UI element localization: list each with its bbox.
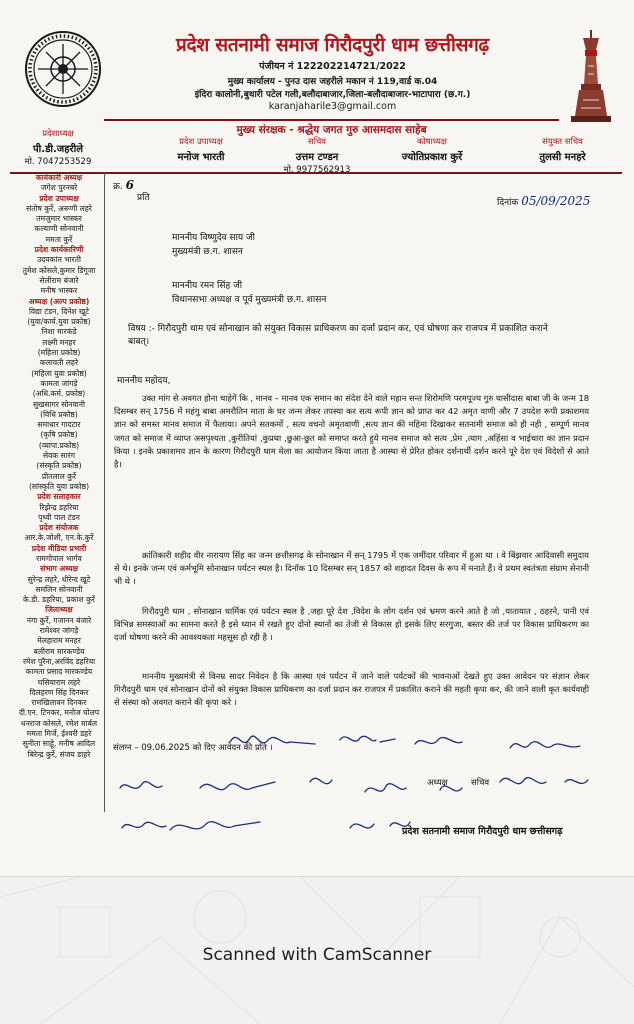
sidebar-line: दी.एन. टिनकर, मनोज घोलप (18, 708, 100, 718)
sidebar-line: (व्यापा.प्रकोष्ठ) (38, 440, 80, 450)
body-paragraph-4: माननीय मुख्यमंत्री से विनम्र सादर निवेदन है कि आस्था एवं पर्यटन में जाने वाले पर्यटकों की भावनाओं देखते हुए उक्त आवेदन पर संज्ञान लेकर गिरौदपुरी धाम एवं सोनाखान दोनों को संयुक्त विकास प्राधिकरण का दर्जा प्रदान कर राजपत्र में प्रकाशित कराने की महती कृपा कर, की जाने वाली कृत कार्यवाही से संस्था को अवगत कराने की कृपा करे । (114, 671, 589, 708)
sidebar-line: (महिला प्रकोष्ठ) (37, 348, 81, 358)
office-address-line1: मुख्य कार्यालय - पुनउ दास जहरीले मकान नं 119,वार्ड क.04 (227, 77, 438, 87)
sidebar-line: मनीष भास्कर (40, 286, 78, 296)
sidebar-line: बलीराम मारकण्डेय (33, 646, 85, 656)
sidebar-line: संतोष कुर्रे, अरूणी लहरे (26, 203, 92, 213)
sidebar-divider (104, 172, 105, 812)
signature-14 (350, 824, 374, 828)
office-address-line2: इंदिरा कालोनी,बुधारी पटेल गली,बलौदाबाजार,जिला-बलौदाबाजार-भाटापारा (छ.ग.) (194, 90, 471, 100)
sidebar-line: कल्याणी सोनवानी (34, 224, 84, 234)
sidebar-line: प्रदेश उपाध्यक्ष (39, 193, 79, 203)
sidebar-line: समाधार गादटार (37, 420, 81, 430)
role-secretary-label: सचिव (471, 778, 490, 788)
organization-stamp-text: प्रदेश सतनामी समाज गिरौदपुरी धाम छत्तीसगढ़ (402, 826, 563, 837)
sidebar-line: निशा मारकंडे (41, 327, 77, 337)
date-label: दिनांक (497, 198, 519, 208)
body-paragraph-3: गिरौदपुरी धाम , सोनाखान धार्मिक एवं पर्यटन स्थल है ,जहा पूरे देश ,विदेश के लोग दर्शन एवं भ्रमण करने आते है जो ,यातायात , ठहरने, पानी एवं विभिन्न समस्याओं का सामना करते है इसे ध्यान में रखते हुए दोनो स्थानों का तेजी से विकास हो इसके लिए सरगुजा, बस्तर की तर्ज पर विकास प्राधिकरण का दर्जा घोषणा करने की आवश्यकता महसूस हो रही है । (114, 606, 589, 643)
sidebar-line: (महिला युवा प्रकोष्ठ) (31, 368, 87, 378)
officer-vice-president (146, 136, 256, 163)
officer-title: कोषाध्यक्ष (416, 137, 448, 147)
sidebar-line: घसियाराम लहरे (37, 677, 81, 687)
signature-13 (170, 822, 260, 830)
sidebar-line: तुमेश कोसले,कुमार डिगूजा (22, 265, 96, 275)
sidebar-line: ममता कुर्रे (45, 234, 73, 244)
letter-date (497, 194, 590, 208)
sidebar-line: कामता प्रसाद मारकण्डेय (25, 667, 93, 677)
officer-name: मनोज भारती (177, 152, 225, 163)
sidebar-line: लक्ष्मी मनहर (42, 337, 76, 347)
sidebar-line: के.डी. डहरिया, प्रकाश कुर्रे (22, 595, 96, 605)
signature-6 (200, 782, 275, 790)
recipient2-name: माननीय रमन सिंह जी (172, 281, 243, 291)
sidebar-line: ममता मिर्जे, ईश्वरी डहरे (26, 729, 92, 739)
signature-11 (565, 780, 588, 784)
subject-line (128, 323, 558, 349)
sidebar-line: दिलहरण सिंह दिनकर (29, 687, 89, 697)
sidebar-line: कामता जांगड़े (40, 378, 78, 388)
signature-5 (120, 782, 162, 789)
sidebar-line: आर.के.जोशी, एन.के.कुर्रे (24, 533, 94, 543)
sidebar-line: (सांस्कृति युवा प्रकोष्ठ) (28, 481, 90, 491)
sidebar-line: तमजुमार भास्कर (36, 214, 82, 224)
officer-title: प्रदेशाध्यक्ष (42, 129, 74, 139)
sidebar-line: धनराज कोसले, रमेश मार्बल (20, 718, 98, 728)
sidebar-line: बिरेन्द्र कुर्रे, संजय डाहरे (27, 749, 91, 759)
header-divider (104, 119, 559, 121)
society-seal-logo (24, 30, 102, 108)
sidebar-line: (विधि प्रकोष्ठ) (40, 409, 78, 419)
sidebar-line: सेलीराम बंजारे (39, 275, 79, 285)
signature-8 (365, 784, 406, 792)
scanned-with-camscanner-label: Scanned with CamScanner (202, 945, 432, 965)
enclosure-note: संलग्न – 09.06.2025 को दिए आवेदन की प्रति । (113, 743, 273, 753)
officer-title: सचिव (307, 137, 327, 147)
recipient1-name: माननीय विष्णुदेव साय जी (172, 233, 256, 243)
sidebar-line: रमेश पुरैना,अरविंद डहरिया (22, 656, 96, 666)
signature-3 (415, 737, 462, 744)
sidebar-line: कार्यकारी अध्यक्ष (35, 173, 83, 182)
organization-title: प्रदेश सतनामी समाज गिरौदपुरी धाम छत्तीसगढ़ (176, 34, 489, 56)
body-paragraph-1: उक्त मांग से अवगत होना चाहेगें कि , मानव – मानव एक समान का संदेश देने वाले महान सन्त शिरोमणि परमपूज्य गुरु घासीदास बाबा जी के जन्म 18 दिसम्बर सन् 1756 में महंगु बाबा अमरौतिन माता के घर जन्म लेकर तपस्या कर सत्य रूपी ज्ञान को प्राप्त कर 42 अमृत वाणी और 7 उपदेश रूपी प्रकाशमय ज्ञान को समस्त मानव समाज में फैलाया। अपने सतकर्मो , सत्य वचनो अमृतवाणी ,सत्य ज्ञान की महिमा दिखाकर सतनामी समाज को ही नही , सम्पूर्ण मानव जगत को समाज में व्याप्त असपृश्यता ,कुरीतियां ,कुप्रथा ,छुआ-छुत को समाप्त करते हुये मानव समाज को सत्य ,प्रेम ,त्याग ,अहिंसा व भाईचारा का ज्ञान प्रदान किया । इनके प्रकाशमय ज्ञान के कारण गिरौदपुरी धाम मेला का आयोजन किया जाता है आस्था से प्रेरित होकर दर्शनार्थी दर्शन करने पूरे देश एवं विदेशों से आते है। (114, 393, 589, 470)
sidebar-line: नंगा कुर्रे, गजानन बंजारे (26, 615, 92, 625)
recipient2-title: विधानसभा अध्यक्ष व पूर्व मुख्यमंत्री छ.ग. शासन (172, 295, 327, 305)
sidebar-line: समलिन सोनवानी (35, 584, 83, 594)
sidebar-line: रिझेन्द्र डहरिया (39, 502, 79, 512)
role-president-label: अध्यक्ष (427, 778, 448, 788)
officer-name: पी.डी.जहरीले (33, 144, 83, 155)
body-paragraph-2: क्रांतिकारी शहीद वीर नारायण सिंह का जन्म छत्तीसगढ़ के सोनाखान में सन् 1795 में एक जमींदार परिवार में हुआ था । वे बिंझवार आदिवासी समुदाय से थे। इनके जन्म एवं कर्मभूमि सोनाखान पर्यटन स्थल है। दिनॉक 10 दिसम्बर सन् 1857 को शहादत दिवस के रूप में मनाते हैं। वे प्रथम स्वतंत्रता संग्राम सेनानी भी थे । (114, 550, 589, 587)
signature-12 (122, 822, 166, 828)
sidebar-line: (कृषि प्रकोष्ठ) (40, 430, 78, 440)
sidebar-line: प्रदेश कार्यकारिणी (34, 245, 84, 255)
signature-4 (510, 742, 580, 748)
sidebar-line: कलावती लहरे (39, 358, 79, 368)
sidebar-line: सुनीता साहेू, मनीष आदिल (22, 739, 96, 749)
reference-number (113, 178, 134, 192)
sidebar-line: मेलहाराम मनहर (37, 636, 81, 646)
date-value: 05/09/2025 (521, 194, 591, 208)
sidebar-line: रामखिलावन दिनकर (31, 698, 87, 708)
officer-joint-secretary (505, 136, 620, 163)
officer-president (12, 128, 104, 167)
officer-name: तुलसी मनहरे (539, 152, 586, 163)
sidebar-line: सुरेन्द्र लहरे, धीरेन्द खूटे (27, 574, 91, 584)
officer-phone: मो. 9977562913 (283, 165, 351, 175)
members-sidebar (14, 173, 104, 760)
sidebar-line: जगेश पुरनबरे (40, 183, 78, 193)
reference-value: 6 (125, 178, 135, 192)
officer-treasurer (377, 136, 487, 163)
sidebar-line: रामेश्वर जांगड़े (39, 626, 79, 636)
prati-label: प्रति (137, 193, 150, 203)
signature-10 (500, 778, 546, 784)
sidebar-line: सुखसागर सोनवानी (33, 399, 85, 409)
sidebar-line: प्रदेश सलाहकार (37, 492, 81, 502)
registration-number: पंजीयन नं 122202214721/2022 (259, 61, 406, 72)
signature-1 (230, 736, 315, 744)
jaitkham-tower-logo (561, 26, 621, 126)
sidebar-line: जिलाध्यक्ष (45, 605, 73, 615)
sidebar-line: (संस्कृति प्रकोष्ठ) (36, 461, 82, 471)
email-address: karanjaharile3@gmail.com (268, 101, 397, 112)
sidebar-line: (युवा/कार्य.युवा प्रकोष्ठ) (27, 317, 91, 327)
officer-phone: मो. 7047253529 (24, 157, 92, 167)
signature-2 (340, 736, 395, 742)
sidebar-line: उदयकांत भारती (37, 255, 81, 265)
sidebar-line: प्रदेश संयोजक (39, 523, 79, 533)
officer-title: प्रदेश उपाध्यक्ष (179, 137, 223, 147)
sidebar-line: प्रीतलाल कुर्रे (41, 471, 77, 481)
sidebar-line: संभाग अध्यक्ष (40, 564, 78, 574)
sidebar-line: सेवक सारंग (42, 451, 76, 461)
officer-title: संयुक्त सचिव (542, 137, 583, 147)
sidebar-line: विद्या टंडन, दिनेश खूटे (28, 306, 90, 316)
officer-name: उत्तम टण्डन (295, 152, 339, 163)
officer-name: ज्योतिप्रकाश कुर्रे (401, 152, 463, 163)
sidebar-line: प्रदेश मीडिया प्रभारी (31, 543, 87, 553)
camscanner-footer (0, 877, 634, 1024)
salutation: माननीय महोदय, (117, 376, 171, 386)
subject-text: गिरौदपुरी धाम एवं सोनाखान को संयुक्त विकास प्राधिकरण का दर्जा प्रदान कर, एवं घोषणा कर राजपत्र में प्रकाशित कराने बाबत्। (128, 324, 548, 347)
sidebar-line: रामगोपाल भार्गव (36, 553, 82, 563)
signature-7 (310, 778, 332, 783)
subject-label: विषय :- (128, 324, 155, 334)
chief-patron: मुख्य संरक्षक - श्रद्धेय जगत गुरु आसमदास साहेब (236, 124, 427, 136)
recipient1-title: मुख्यमंत्री छ.ग. शासन (172, 247, 243, 257)
sidebar-line: अध्यक्ष (अल्प प्रकोष्ठ) (28, 296, 90, 306)
sidebar-line: (अधि.कर्म. प्रकोष्ठ) (32, 389, 86, 399)
reference-label: क्र. (113, 182, 123, 192)
officer-secretary (262, 136, 372, 175)
sidebar-line: पृथ्वी पाल टंडन (38, 512, 80, 522)
